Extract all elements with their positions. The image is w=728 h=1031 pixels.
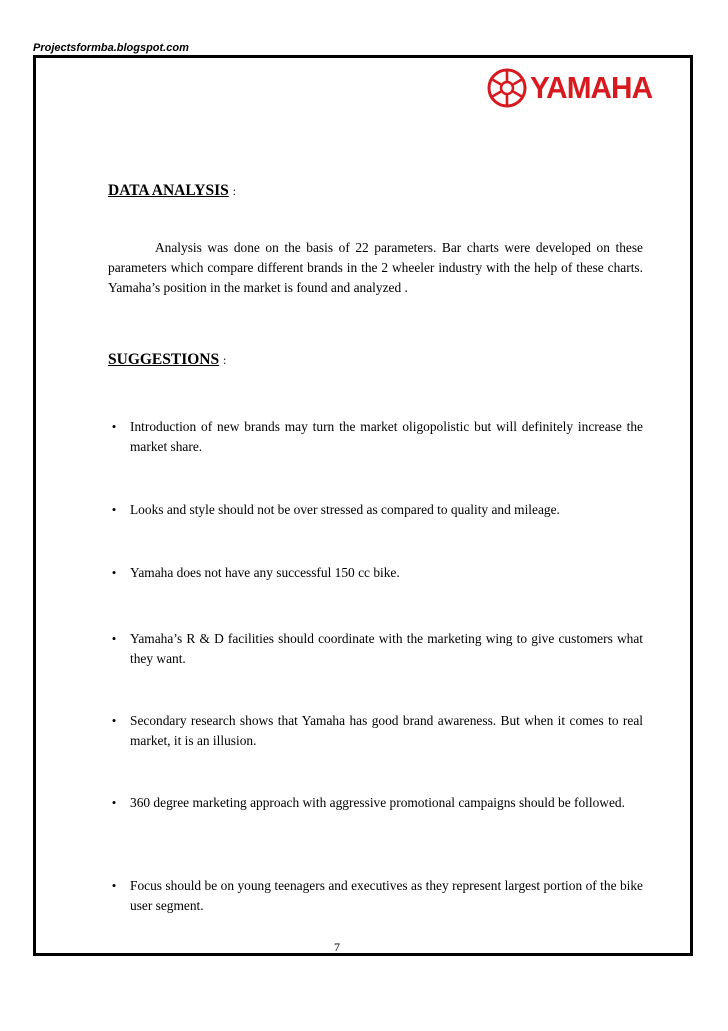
data-analysis-colon: : <box>232 184 236 198</box>
bullet-icon: • <box>111 502 117 517</box>
yamaha-logo <box>487 67 679 109</box>
suggestion-text: Yamaha does not have any successful 150 cc bike. <box>130 565 400 580</box>
data-analysis-heading <box>108 182 236 200</box>
suggestion-item <box>108 629 643 669</box>
watermark-text: Projectsformba.blogspot.com <box>33 42 189 54</box>
yamaha-tuning-fork-emblem-icon <box>487 68 527 108</box>
page-number: 7 <box>334 940 340 954</box>
data-analysis-text: Analysis was done on the basis of 22 parameters. Bar charts were developed on these parameters which compare different brands in the 2 wheeler industry with the help of these charts. Yamaha’s position in the market is found and analyzed . <box>108 240 643 295</box>
suggestion-text: Introduction of new brands may turn the market oligopolistic but will definitely increase the market share. <box>130 419 643 454</box>
suggestion-text: Looks and style should not be over stressed as compared to quality and mileage. <box>130 502 560 517</box>
suggestion-text: Secondary research shows that Yamaha has good brand awareness. But when it comes to real market, it is an illusion. <box>130 713 643 748</box>
bullet-icon: • <box>111 631 117 646</box>
logo-wordmark: YAMAHA <box>530 70 653 105</box>
data-analysis-title: DATA ANALYSIS <box>108 182 229 199</box>
suggestions-colon: : <box>223 353 227 367</box>
suggestion-item <box>108 563 643 583</box>
suggestions-heading <box>108 351 226 369</box>
suggestion-text: 360 degree marketing approach with aggressive promotional campaigns should be followed. <box>130 795 625 810</box>
suggestion-item <box>108 417 643 457</box>
suggestion-text: Yamaha’s R & D facilities should coordinate with the marketing wing to give customers what they want. <box>130 631 643 666</box>
suggestion-text: Focus should be on young teenagers and executives as they represent largest portion of the bike user segment. <box>130 878 643 913</box>
bullet-icon: • <box>111 878 117 893</box>
suggestion-item <box>108 876 643 916</box>
bullet-icon: • <box>111 565 117 580</box>
data-analysis-paragraph <box>108 238 643 298</box>
bullet-icon: • <box>111 795 117 810</box>
suggestion-item <box>108 711 643 751</box>
bullet-icon: • <box>111 419 117 434</box>
suggestion-item <box>108 500 643 520</box>
suggestions-title: SUGGESTIONS <box>108 351 220 368</box>
suggestion-item <box>108 793 643 813</box>
bullet-icon: • <box>111 713 117 728</box>
